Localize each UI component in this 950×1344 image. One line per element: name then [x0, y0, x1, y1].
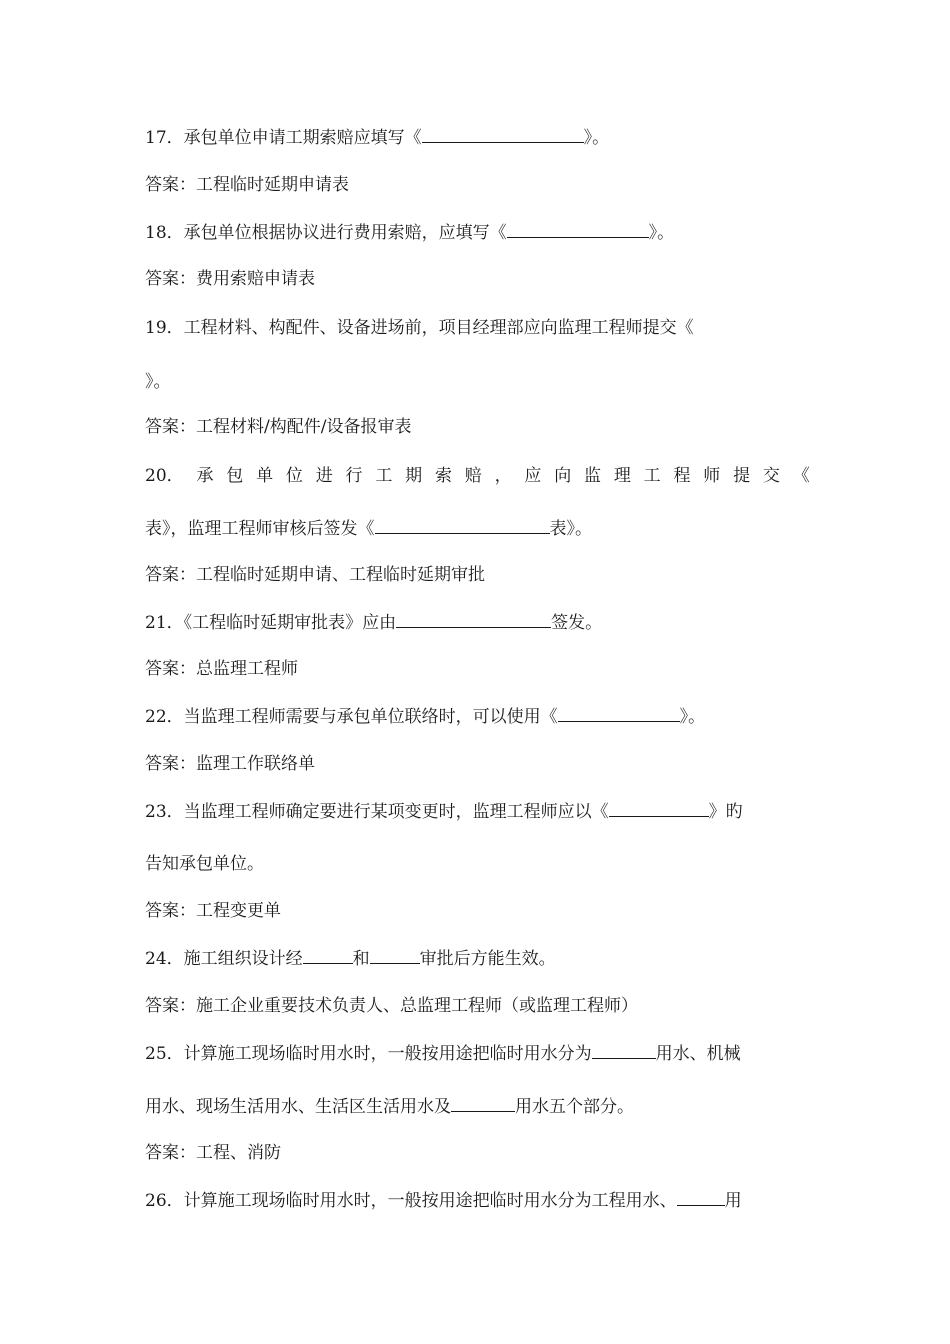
answer-blank — [375, 517, 550, 534]
question-text: 表》。 — [549, 519, 592, 539]
question-text: 18．承包单位根据协议进行费用索赔，应填写《 — [145, 223, 507, 243]
question-text: 审批后方能生效。 — [419, 949, 556, 969]
answer-25: 答案：工程、消防 — [145, 1143, 281, 1163]
question-char: 理 — [613, 466, 631, 486]
question-text: 24．施工组织设计经 — [145, 949, 303, 969]
answer-19: 答案：工程材料/构配件/设备报审表 — [145, 417, 412, 437]
question-text: 》。 — [648, 223, 675, 243]
question-char: 行 — [345, 466, 363, 486]
answer-blank — [303, 947, 353, 964]
question-text: 22．当监理工程师需要与承包单位联络时，可以使用《 — [145, 707, 558, 727]
question-char: 承 — [196, 466, 214, 486]
question-18 — [145, 221, 810, 245]
question-char: 提 — [733, 466, 751, 486]
question-char: ， — [494, 466, 512, 486]
question-25-continued — [145, 1095, 810, 1119]
answer-17: 答案：工程临时延期申请表 — [145, 175, 349, 195]
question-char: 20． — [145, 466, 184, 486]
question-char: 包 — [226, 466, 244, 486]
answer-blank — [396, 611, 551, 628]
question-text: 21．《工程临时延期审批表》应由 — [145, 613, 397, 633]
question-text: 用水、机械 — [655, 1044, 741, 1064]
question-char: 应 — [524, 466, 542, 486]
answer-blank — [677, 1189, 725, 1206]
answer-blank — [451, 1095, 515, 1112]
question-char: 师 — [703, 466, 721, 486]
question-text: 用 — [724, 1191, 742, 1211]
question-char: 位 — [285, 466, 303, 486]
question-22 — [145, 705, 810, 729]
answer-18: 答案：费用索赔申请表 — [145, 269, 315, 289]
question-text: 26．计算施工现场临时用水时，一般按用途把临时用水分为工程用水、 — [145, 1191, 677, 1211]
question-21 — [145, 611, 810, 635]
question-23-continued: 告知承包单位。 — [145, 854, 264, 874]
answer-21: 答案：总监理工程师 — [145, 659, 298, 679]
question-text: 25．计算施工现场临时用水时，一般按用途把临时用水分为 — [145, 1044, 592, 1064]
question-26 — [145, 1189, 810, 1213]
question-text: 23．当监理工程师确定要进行某项变更时，监理工程师应以《 — [145, 802, 609, 822]
question-char: 索 — [434, 466, 452, 486]
question-23 — [145, 800, 810, 824]
answer-blank — [558, 705, 680, 722]
question-25 — [145, 1042, 810, 1066]
question-text: 用水五个部分。 — [515, 1097, 634, 1117]
answer-24: 答案：施工企业重要技术负责人、总监理工程师（或监理工程师） — [145, 996, 638, 1016]
question-char: 赔 — [464, 466, 482, 486]
question-text: 》。 — [679, 707, 706, 727]
answer-blank — [609, 800, 709, 817]
question-20-continued — [145, 517, 810, 541]
question-text: 签发。 — [551, 613, 603, 633]
question-text: 用水、现场生活用水、生活区生活用水及 — [145, 1097, 451, 1117]
answer-blank — [592, 1042, 656, 1059]
question-20 — [145, 464, 810, 488]
answer-blank — [422, 126, 584, 143]
question-19: 19．工程材料、构配件、设备进场前，项目经理部应向监理工程师提交《 — [145, 318, 694, 338]
question-char: 进 — [315, 466, 333, 486]
question-char: 监 — [584, 466, 602, 486]
question-text: 和 — [352, 949, 370, 969]
question-char: 《 — [792, 466, 810, 486]
question-char: 期 — [405, 466, 423, 486]
question-char: 工 — [375, 466, 393, 486]
question-char: 单 — [256, 466, 274, 486]
answer-blank — [507, 221, 649, 238]
question-char: 交 — [762, 466, 780, 486]
question-24 — [145, 947, 810, 971]
question-text: 》。 — [583, 128, 610, 148]
question-text: 表》，监理工程师审核后签发《 — [145, 519, 375, 539]
answer-blank — [370, 947, 420, 964]
question-char: 工 — [643, 466, 661, 486]
question-char: 向 — [554, 466, 572, 486]
question-17 — [145, 126, 810, 150]
question-char: 程 — [673, 466, 691, 486]
answer-23: 答案：工程变更单 — [145, 901, 281, 921]
question-19-continued: 》。 — [145, 372, 171, 392]
answer-22: 答案：监理工作联络单 — [145, 754, 315, 774]
question-text: 17．承包单位申请工期索赔应填写《 — [145, 128, 422, 148]
answer-20: 答案：工程临时延期申请、工程临时延期审批 — [145, 565, 485, 585]
question-text: 》旳 — [708, 802, 743, 822]
